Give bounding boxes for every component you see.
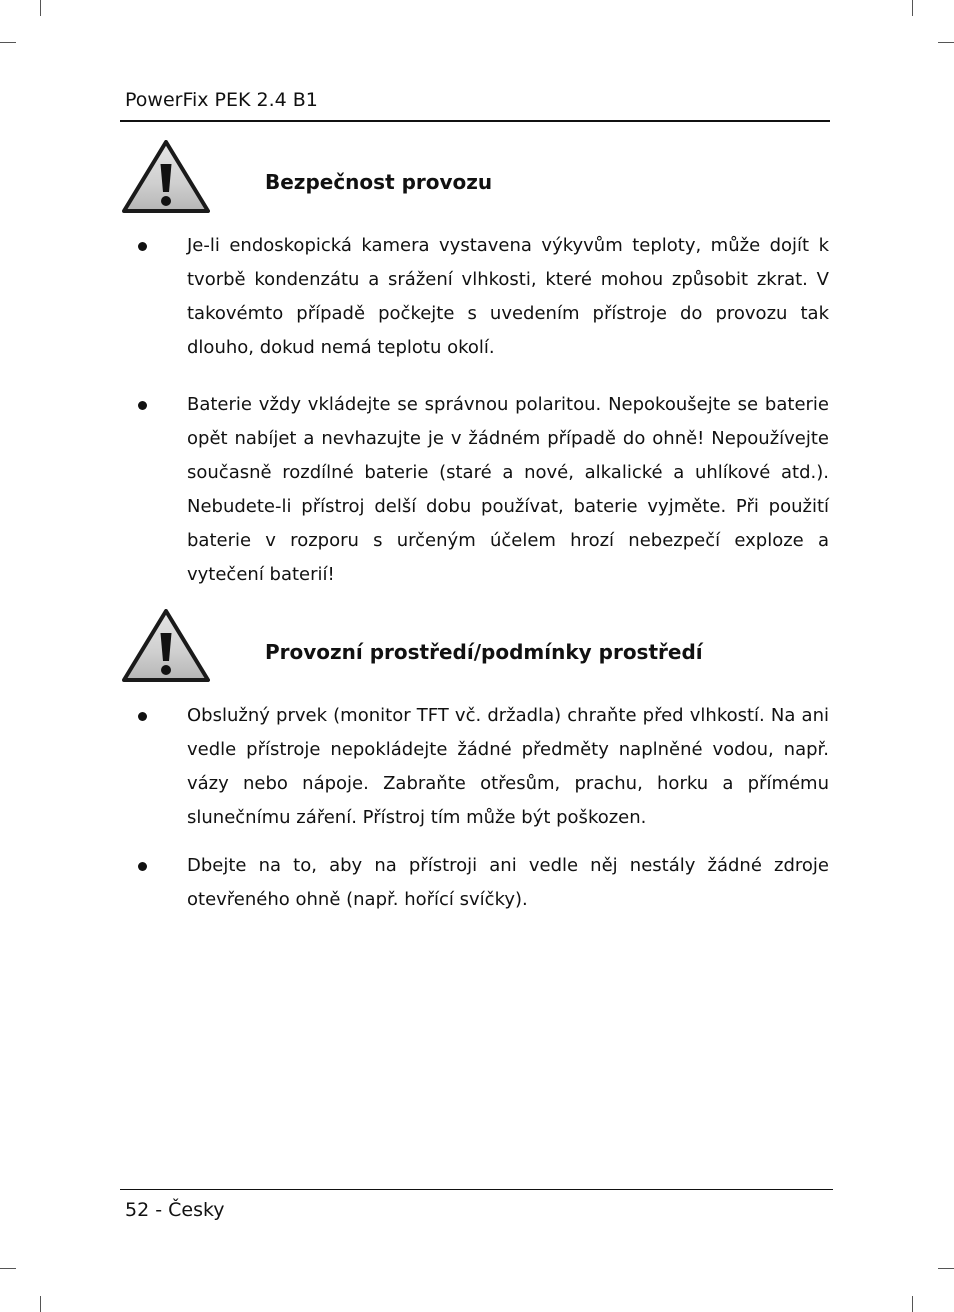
warning-triangle-icon [122,609,210,683]
warning-triangle-icon [122,140,210,214]
crop-mark [938,1268,954,1269]
crop-mark [40,0,41,16]
crop-mark [0,1268,16,1269]
list-item-text: Baterie vždy vkládejte se správnou polaritou. Nepokoušejte se baterie opět nabíjet a nevhazujte je v žádném případě do ohně! Nepoužívejte současně rozdílné baterie (staré a nové, alkalické a uhlíkové atd.). Nebudete-li přístroj delší dobu používat, baterie vyjměte. Při použití baterie v rozporu s určeným účelem hrozí nebezpečí exploze a vytečení baterií! [187,394,829,585]
crop-mark [938,42,954,43]
footer-rule [120,1189,833,1190]
list-item-text: Je-li endoskopická kamera vystavena výkyvům teploty, může dojít k tvorbě kondenzátu a srážení vlhkosti, které mohou způsobit zkrat. V takovémto případě počkejte s uvedením přístroje do provozu tak dlouho, dokud nemá teplotu okolí. [187,235,829,358]
crop-mark [912,1296,913,1312]
crop-mark [0,42,16,43]
crop-mark [40,1296,41,1312]
bullet-dot [138,401,147,410]
list-item-text: Dbejte na to, aby na přístroji ani vedle něj nestály žádné zdroje otevřeného ohně (např. hořící svíčky). [187,855,829,910]
page-number: 52 - Česky [125,1199,225,1221]
section-heading: Provozní prostředí/podmínky prostředí [265,640,703,664]
bullet-dot [138,862,147,871]
crop-mark [912,0,913,16]
bullet-dot [138,242,147,251]
bullet-dot [138,712,147,721]
list-item-text: Obslužný prvek (monitor TFT vč. držadla) chraňte před vlhkostí. Na ani vedle přístroje nepokládejte žádné předměty naplněné vodou, např. vázy nebo nápoje. Zabraňte otřesům, prachu, horku a přímému slunečnímu záření. Přístroj tím může být poškozen. [187,705,829,828]
running-header: PowerFix PEK 2.4 B1 [125,89,318,111]
header-rule [120,120,830,122]
section-heading: Bezpečnost provozu [265,170,493,194]
